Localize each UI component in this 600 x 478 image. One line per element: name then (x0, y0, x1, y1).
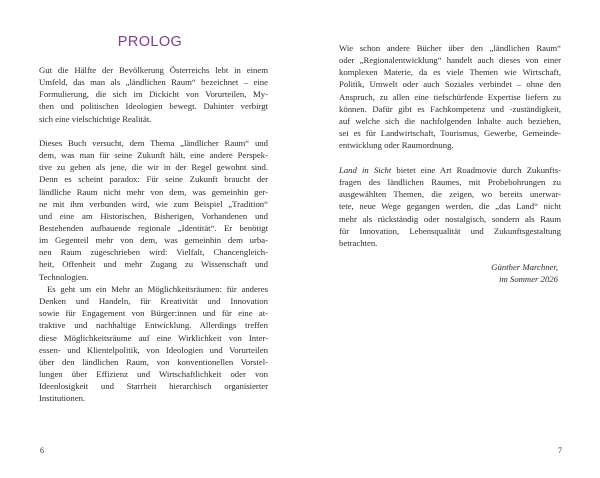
text-line: entwicklung oder Raumordnung. (339, 140, 454, 151)
page-number: 6 (40, 446, 44, 455)
text-line: Es geht um ein Mehr an Möglichkeitsräumen: für anderes (47, 284, 268, 294)
text-line: Technologien. (39, 271, 89, 282)
text-line: können. Dafür gibt es Fachkompetenz und -zuständigkeit, (339, 103, 561, 114)
text-line: tive zu geben als jene, die wir in der Regel gewohnt sind. (39, 162, 268, 173)
text-line: Umfeld, das man als „ländlichen Raum“ bezeichnet – eine (39, 77, 268, 88)
text-line: über den ländlichen Raum, von konventionellen Vorstel- (39, 356, 268, 367)
text-line: then und politischen Ideologien bewegt. Dahinter verbirgt (39, 101, 268, 112)
right-paragraph-2 (339, 164, 561, 249)
text-line: sowie für Engagement von Bürger:innen und für eine at- (39, 308, 268, 319)
text-line: sich eine vielschichtige Realität. (39, 113, 152, 124)
text-line: ne mit ihm verbunden wird, wie zum Beispiel „Tradition“ (39, 198, 268, 209)
right-paragraph-1 (339, 42, 561, 151)
text-line: traktive und nachhaltige Entwicklung. Allerdings treffen (39, 320, 268, 331)
text-line: Politik, Umwelt oder auch Soziales verbindet – ohne den (339, 79, 561, 90)
chapter-title: PROLOG (117, 34, 183, 50)
text-line: lungen über Effizienz und Wirtschaftlichkeit oder von (39, 368, 268, 379)
text-line: mehr als rückständig oder nostalgisch, sondern als Raum (339, 213, 561, 224)
page-number: 7 (558, 446, 562, 455)
text-line: Ideenlosigkeit und Starrheit hierarchisch organisierter (39, 381, 268, 392)
text-line: fragen des ländlichen Raumes, mit Probebohrungen zu (339, 177, 561, 188)
text-line: Denken und Handeln, für Kreativität und Innovation (39, 296, 268, 307)
text-line: nen Raum zugeschrieben wird: Vielfalt, Chancengleich- (39, 247, 268, 258)
text-line: diese Möglichkeitsräume auf eine Wirklichkeit von Inter- (39, 332, 268, 343)
text-line: komplexen Materie, da es viele Themen wie Wirtschaft, (339, 67, 561, 78)
text-line: für Innovation, Lebensqualität und Zukunftsgestaltung (339, 225, 561, 236)
text-line: ländliche Raum nicht mehr von dem, was gemeinhin ger- (39, 186, 268, 197)
signature-name: Günther Marchner, (491, 262, 558, 272)
text-line: dem, was man für seine Zukunft hält, eine andere Perspek- (39, 150, 268, 161)
text-line: ausgewählten Themen, die zeigen, wo bereits unerwar- (339, 189, 561, 200)
text-line: Institutionen. (39, 393, 86, 404)
text-line (339, 164, 561, 176)
text-line: im Gegenteil mehr von dem, was gemeinhin dem urba- (39, 235, 268, 246)
book-title: Land in Sicht (339, 165, 392, 175)
text-line: betrachten. (339, 237, 378, 248)
text-line: Dieses Buch versucht, dem Thema „ländlicher Raum“ und (39, 138, 268, 148)
text-line: Formulierung, die sich im Dickicht von Vorurteilen, My- (39, 89, 268, 100)
text-line: Bestehenden aufbauende regionale „Identität“. Er benötigt (39, 222, 268, 233)
left-paragraph-2 (39, 137, 268, 283)
signature-date: im Sommer 2026 (499, 274, 558, 285)
text-fragment: bietet eine Art Roadmovie durch Zukunfts- (391, 165, 561, 175)
author-signature (491, 261, 558, 285)
left-paragraph-1 (39, 64, 268, 125)
text-line: heit, Offenheit und mehr Zugang zu Wissenschaft und (39, 259, 268, 270)
text-line: Gut die Hälfte der Bevölkerung Österreichs lebt in einem (39, 65, 268, 75)
text-line: Wie schon andere Bücher über den „ländlichen Raum“ (339, 43, 561, 53)
text-line: auf welche sich die nachfolgenden Inhalte auch beziehen, (339, 115, 561, 126)
text-line: Denn es scheint paradox: Für seine Zukunft braucht der (39, 174, 268, 185)
text-line: tete, neue Wege gegangen werden, die „das Land“ nicht (339, 201, 561, 212)
left-paragraph-3 (39, 283, 268, 404)
text-line: Anspruch, zu allen eine tiefschürfende Expertise liefern zu (339, 91, 561, 102)
text-line: oder „Regionalentwicklung“ handelt auch dieses von einer (339, 55, 561, 66)
text-line: und eine am Historischen, Bisherigen, Vorhandenen und (39, 210, 268, 221)
text-line: sei es für Landwirtschaft, Tourismus, Gewerbe, Gemeinde- (339, 127, 561, 138)
right-page (300, 0, 600, 478)
text-line: essen- und Klientelpolitik, von Ideologien und Vorurteilen (39, 344, 268, 355)
